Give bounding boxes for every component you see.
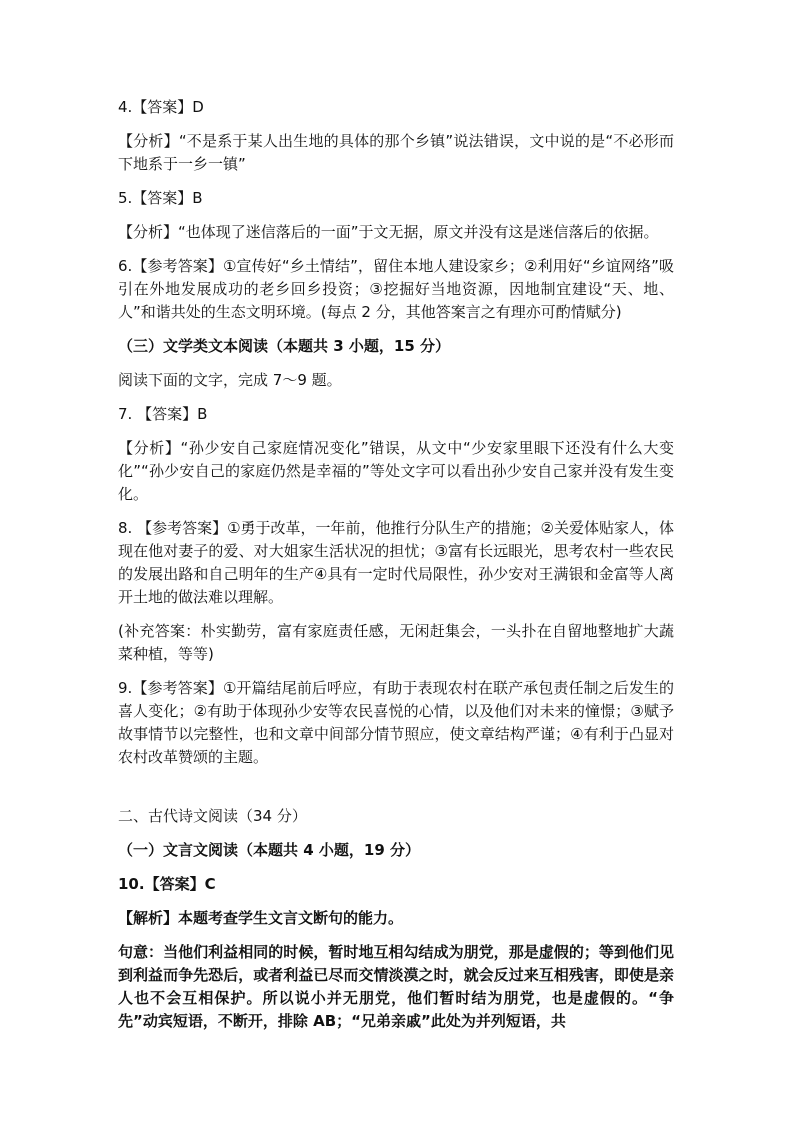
section-ancient-poetry-heading: 二、古代诗文阅读（34 分）	[118, 807, 307, 825]
q5-analysis: 【分析】“也体现了迷信落后的一面”于文无据，原文并没有这是迷信落后的依据。	[118, 223, 659, 241]
section-classical-chinese-heading: （一）文言文阅读（本题共 4 小题，19 分）	[118, 841, 420, 859]
q10-translation: 句意：当他们利益相同的时候，暂时地互相勾结成为朋党，那是虚假的；等到他们见到利益而争先恐后，或者利益已尽而交情淡漠之时，就会反过来互相残害，即使是亲人也不会互相保护。所以说小并无朋党，他们暂时结为朋党，也是虚假的。“争先”动宾短语，不断开，排除 AB；“兄弟亲戚”此处为并列短语，共	[118, 943, 674, 1030]
section-literary-reading-heading: （三）文学类文本阅读（本题共 3 小题，15 分）	[118, 337, 450, 355]
q7-answer: 7. 【答案】B	[118, 405, 208, 423]
q4-answer: 4.【答案】D	[118, 98, 204, 116]
q7-analysis: 【分析】“孙少安自己家庭情况变化”错误，从文中“少安家里眼下还没有什么大变化”“孙少安自己的家庭仍然是幸福的”等处文字可以看出孙少安自己家并没有发生变化。	[118, 439, 674, 503]
q8-supplement: (补充答案：朴实勤劳，富有家庭责任感，无闲赶集会，一头扑在自留地整地扩大蔬菜种植，等等)	[118, 622, 674, 663]
document-page	[118, 96, 674, 1044]
q6-reference-answer: 6.【参考答案】①宣传好“乡土情结”，留住本地人建设家乡；②利用好“乡谊网络”吸引在外地发展成功的老乡回乡投资；③挖掘好当地资源，因地制宜建设“天、地、人”和谐共处的生态文明环境。(每点 2 分，其他答案言之有理亦可酌情赋分)	[118, 257, 674, 321]
reading-instruction: 阅读下面的文字，完成 7～9 题。	[118, 371, 342, 389]
q8-reference-answer: 8. 【参考答案】①勇于改革，一年前，他推行分队生产的措施；②关爱体贴家人，体现在他对妻子的爱、对大姐家生活状况的担忧；③富有长远眼光，思考农村一些农民的发展出路和自己明年的生产④具有一定时代局限性，孙少安对王满银和金富等人离开土地的做法难以理解。	[118, 519, 674, 606]
q10-explanation: 【解析】本题考查学生文言文断句的能力。	[118, 909, 404, 927]
q4-analysis: 【分析】“不是系于某人出生地的具体的那个乡镇”说法错误，文中说的是“不必形而下地系于一乡一镇”	[118, 132, 674, 173]
q10-answer: 10.【答案】C	[118, 875, 216, 893]
q5-answer: 5.【答案】B	[118, 189, 203, 207]
q9-reference-answer: 9.【参考答案】①开篇结尾前后呼应，有助于表现农村在联产承包责任制之后发生的喜人变化；②有助于体现孙少安等农民喜悦的心情，以及他们对未来的憧憬；③赋予故事情节以完整性，也和文章中间部分情节照应，使文章结构严谨；④有利于凸显对农村改革赞颂的主题。	[118, 679, 674, 766]
